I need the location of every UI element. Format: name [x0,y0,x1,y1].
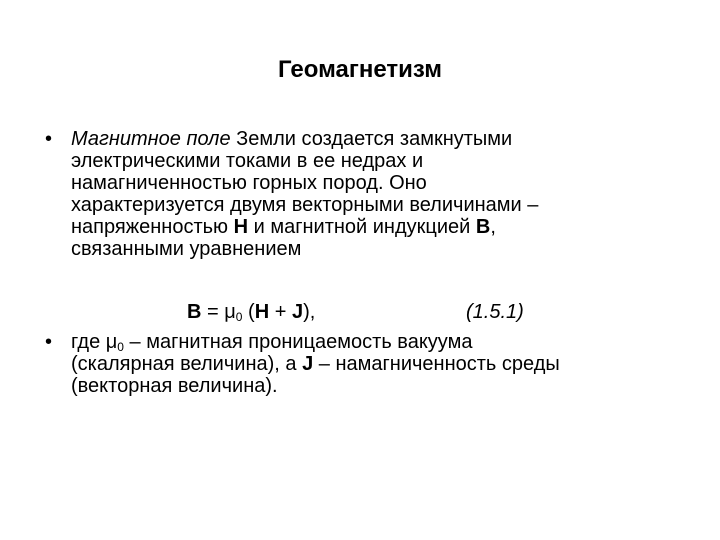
bullet-marker: • [45,331,53,353]
equation [187,301,315,323]
text-span: , [490,216,496,238]
text-span: – намагниченность среды [313,353,560,375]
text-span: напряженностью [71,216,234,238]
paragraph-1-line-3: намагниченностью горных пород. Оно [71,172,427,194]
text-span: где μ [71,331,118,353]
paragraph-1-line-2: электрическими токами в ее недрах и [71,150,424,172]
text-span: и магнитной индукцией [248,216,476,238]
bullet-paragraph-1 [45,128,675,260]
eq-text: = μ [201,301,236,323]
vector-b: B [475,216,491,238]
text-span: Земли создается замкнутыми [230,128,513,150]
eq-j: J [291,301,304,323]
bullet-paragraph-2 [45,331,675,397]
paragraph-1-line-6: связанными уравнением [71,238,302,260]
paragraph-1-line-1 [71,128,675,150]
paragraph-2-line-3: (векторная величина). [71,375,278,397]
vector-j: J [302,353,314,375]
subscript: 0 [117,340,124,354]
eq-text: ( [242,301,255,323]
text-span: – магнитная проницаемость вакуума [123,331,473,353]
text-span: (скалярная величина), а [71,353,303,375]
eq-b: B [187,301,202,323]
paragraph-1-line-4: характеризуется двумя векторными величинами – [71,194,539,216]
eq-text: + [269,301,292,323]
paragraph-2-line-1 [71,331,675,353]
italic-term: Магнитное поле [71,128,231,150]
slide-title: Геомагнетизм [278,56,442,83]
equation-number: (1.5.1) [466,301,524,323]
eq-subscript: 0 [235,310,243,324]
bullet-marker: • [45,128,53,150]
eq-h: H [254,301,270,323]
vector-h: H [233,216,249,238]
paragraph-1-text [71,128,675,260]
paragraph-1-line-5 [71,216,675,238]
paragraph-2-line-2 [71,353,675,375]
paragraph-2-text [71,331,675,397]
eq-text: ), [303,301,316,323]
